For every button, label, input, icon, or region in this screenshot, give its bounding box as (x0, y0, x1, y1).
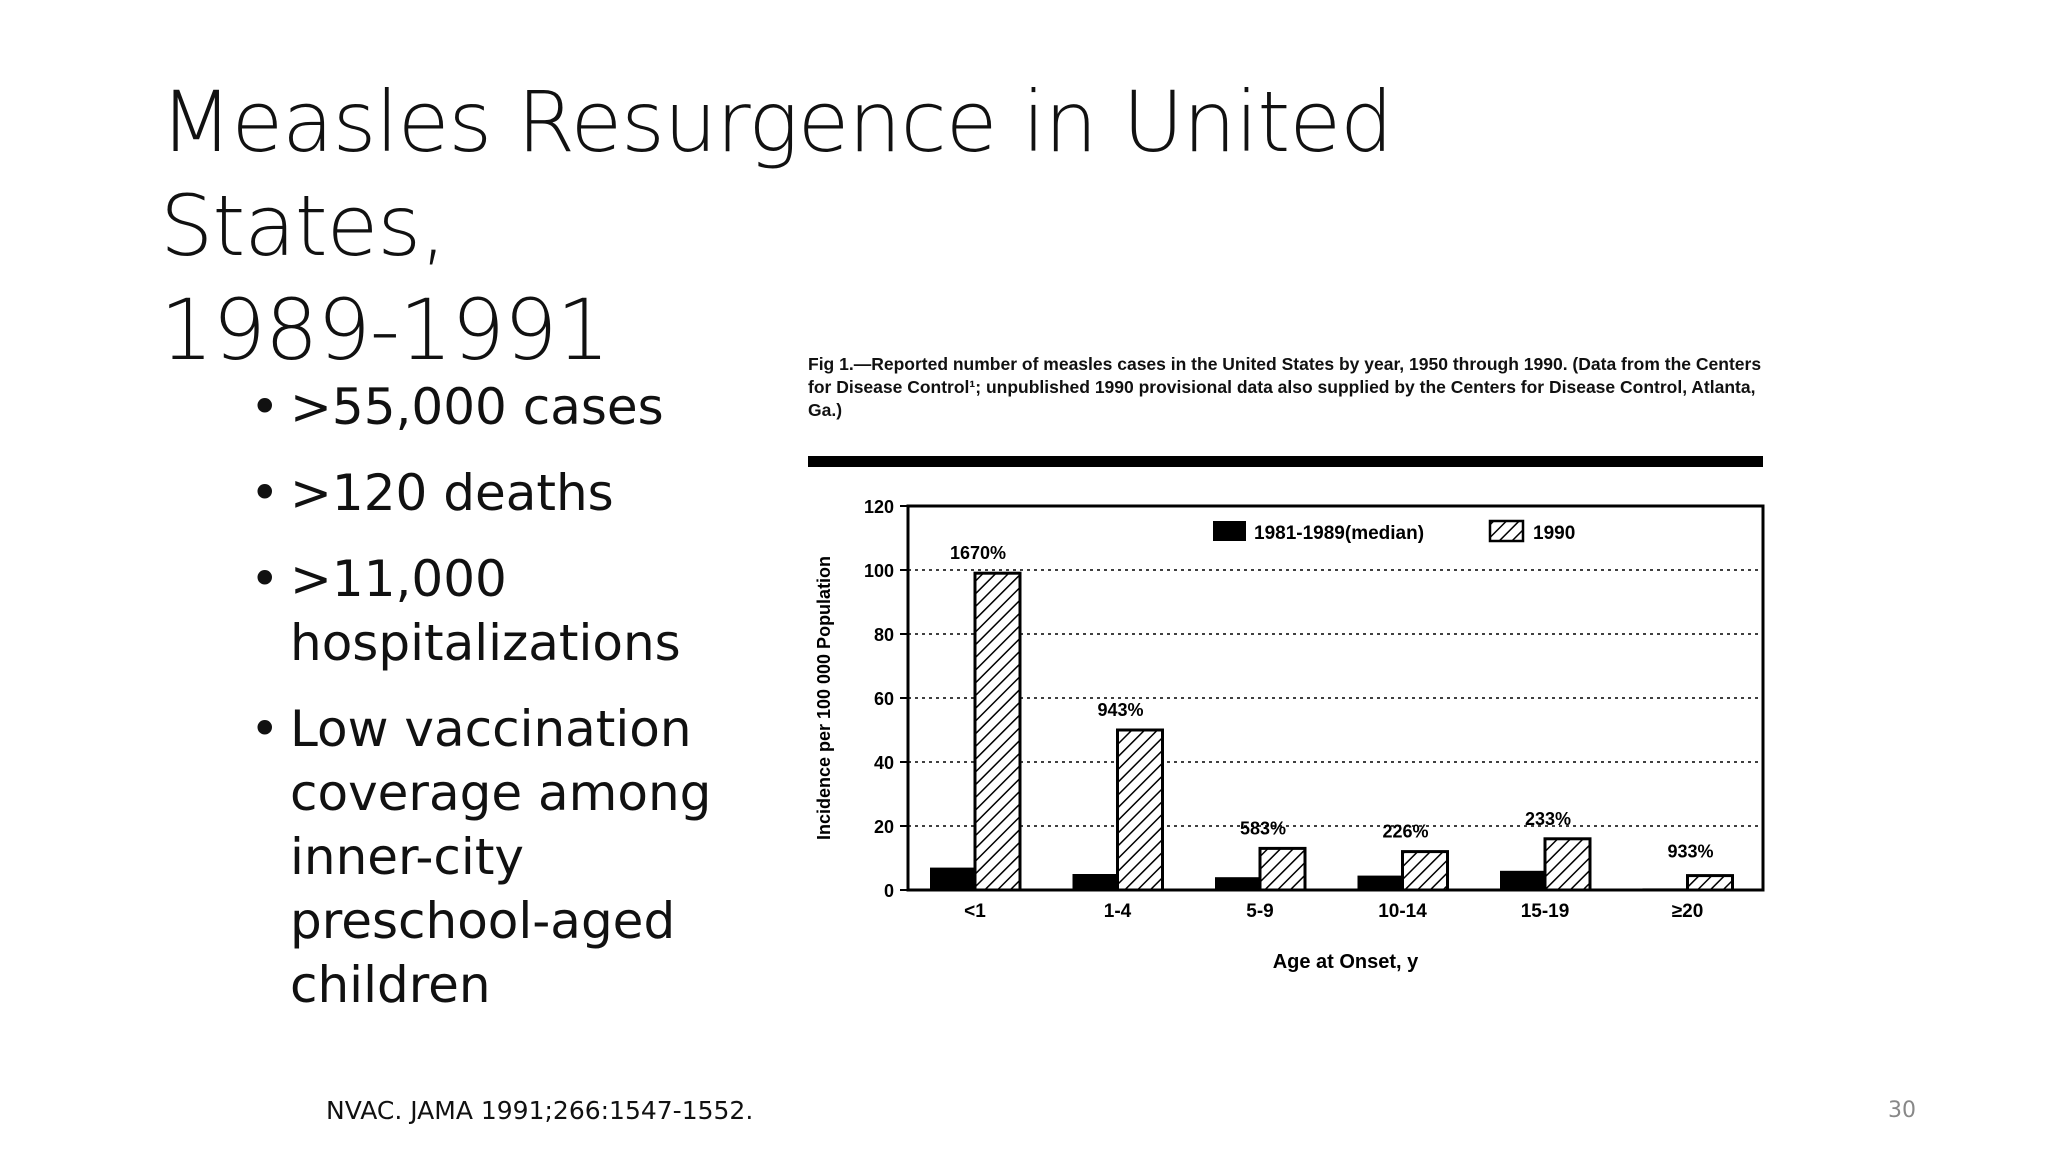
percent-annotation: 583% (1239, 818, 1287, 839)
bullet-item: • >11,000 hospitalizations (250, 547, 720, 675)
slide-title-line-1: Measles Resurgence in United States, (160, 73, 1393, 275)
slide-title-line-2: 1989-1991 (160, 281, 609, 379)
x-tick-label: 15-19 (1520, 901, 1570, 922)
percent-annotation: 943% (1097, 700, 1144, 720)
percent-annotation: 1670% (949, 543, 1007, 564)
percent-annotation: 933% (1667, 841, 1714, 862)
x-tick-label: <1 (964, 901, 986, 922)
citation: NVAC. JAMA 1991;266:1547-1552. (326, 1096, 754, 1125)
x-tick-label: 10-14 (1378, 901, 1427, 922)
bullet-item: • >120 deaths (250, 461, 720, 525)
y-tick-label: 20 (873, 817, 894, 837)
bullet-item: • Low vaccination coverage among inner-city preschool-aged children (250, 697, 720, 1017)
plot-area (814, 497, 1763, 973)
x-tick-label: 5-9 (1246, 901, 1274, 922)
bar-1981-1989-median (1215, 877, 1260, 890)
y-tick-label: 0 (883, 881, 894, 901)
bar-1990 (1260, 848, 1305, 890)
bullet-list (250, 375, 720, 1039)
x-tick-label: ≥20 (1671, 901, 1704, 922)
x-tick-label: 1-4 (1103, 901, 1132, 922)
y-axis-label: Incidence per 100 000 Population (814, 555, 834, 841)
y-tick-label: 100 (863, 561, 894, 581)
y-tick-label: 80 (873, 625, 894, 645)
bar-1981-1989-median (1358, 876, 1403, 890)
legend-swatch-1990 (1490, 521, 1523, 541)
bar-1990 (1545, 839, 1590, 890)
caption-rule (808, 456, 1763, 467)
bar-1990 (1118, 730, 1163, 890)
percent-annotation: 233% (1524, 808, 1572, 829)
y-tick-label: 120 (863, 497, 894, 517)
page-number: 30 (1888, 1098, 1916, 1123)
legend-label: 1981-1989(median) (1254, 523, 1425, 544)
bar-1981-1989-median (1073, 874, 1118, 890)
bar-1981-1989-median (1500, 871, 1545, 890)
bar-1990 (1688, 876, 1733, 890)
figure-caption: Fig 1.—Reported number of measles cases in the United States by year, 1950 through 1990. (Data from the Centers for Disease Control¹; unpublished 1990 provisional data also supplied by the Centers for Disease Control, Atlanta, Ga.) (808, 354, 1762, 420)
legend-swatch-1981-1989-median (1213, 521, 1246, 541)
legend-label: 1990 (1533, 523, 1576, 544)
x-axis-label: Age at Onset, y (1272, 951, 1419, 973)
percent-annotation: 226% (1382, 821, 1429, 842)
y-tick-label: 40 (873, 753, 894, 773)
slide-title (160, 70, 1660, 382)
bar-1981-1989-median (930, 868, 975, 890)
y-tick-label: 60 (873, 689, 894, 709)
incidence-bar-chart (800, 450, 1780, 990)
bar-1990 (975, 573, 1020, 890)
bar-1990 (1403, 852, 1448, 890)
bullet-item: • >55,000 cases (250, 375, 720, 439)
